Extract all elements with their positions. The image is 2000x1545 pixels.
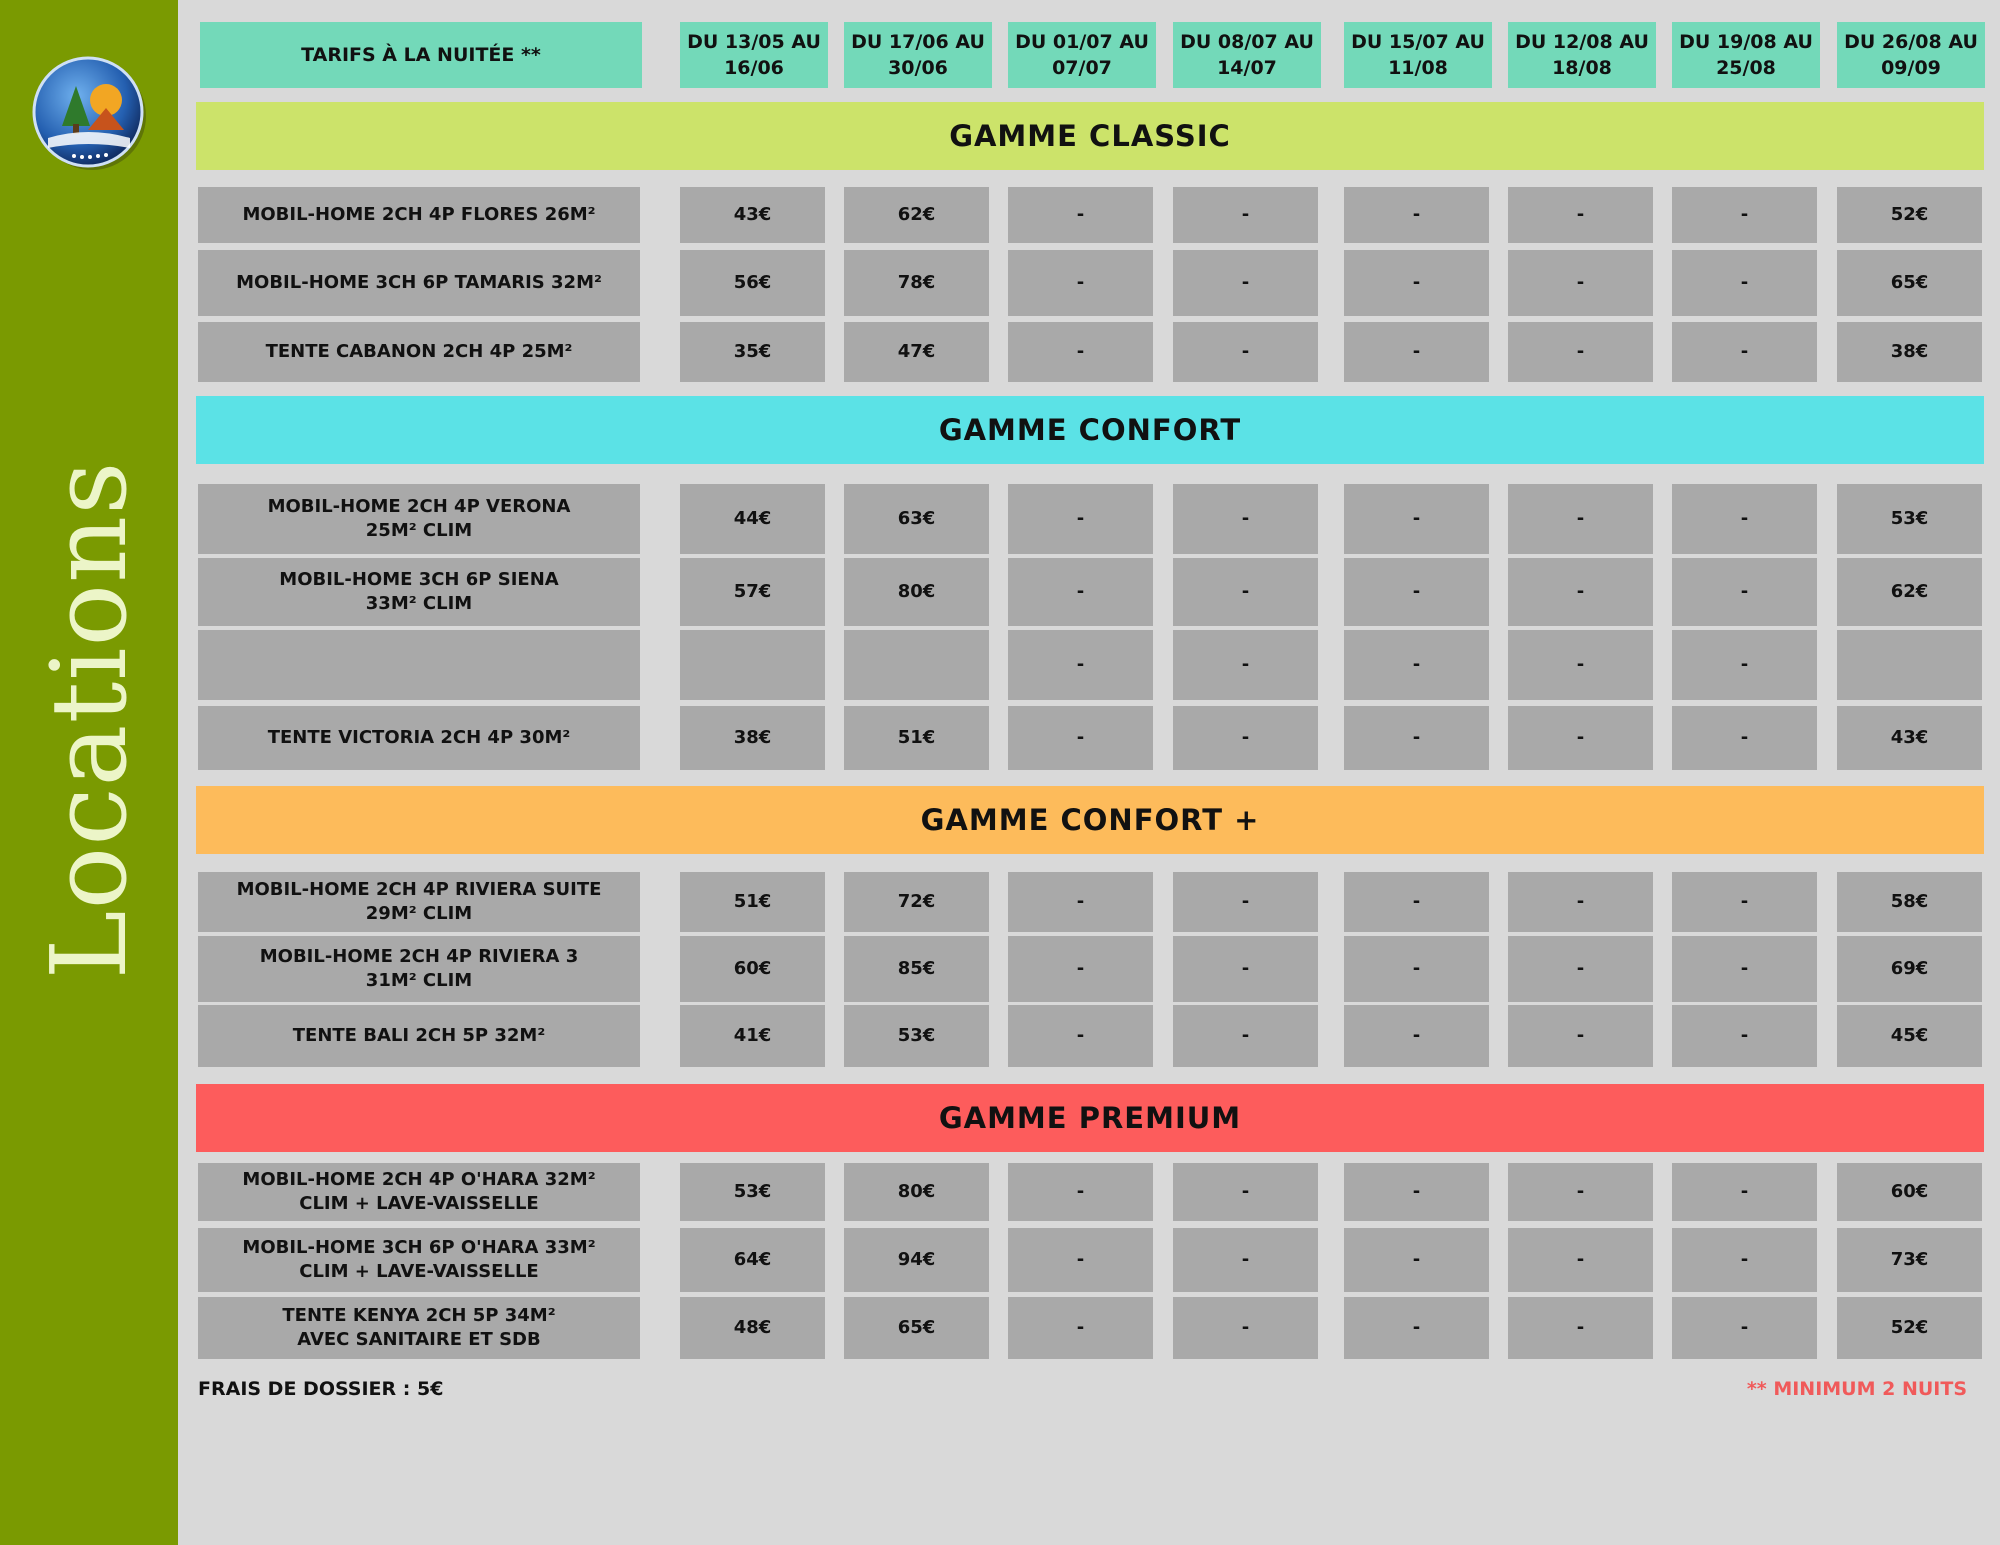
period-header: DU 08/07 AU 14/07 (1173, 22, 1321, 88)
price-cell: 60€ (680, 936, 825, 1002)
price-cell: - (1344, 1163, 1489, 1221)
price-cell: - (1344, 250, 1489, 316)
price-cell: 60€ (1837, 1163, 1982, 1221)
price-cell: - (1008, 1005, 1153, 1067)
sidebar-title: Locations (28, 460, 150, 980)
price-cell: - (1344, 1228, 1489, 1292)
price-cell: 62€ (844, 187, 989, 243)
accommodation-name: MOBIL-HOME 3CH 6P O'HARA 33M² CLIM + LAVE-VAISSELLE (198, 1228, 640, 1292)
price-cell: - (1008, 250, 1153, 316)
price-cell (844, 630, 989, 700)
price-cell: - (1173, 1228, 1318, 1292)
price-cell: - (1173, 484, 1318, 554)
price-cell: - (1173, 187, 1318, 243)
price-cell: 65€ (844, 1297, 989, 1359)
section-band: GAMME CONFORT + (196, 786, 1984, 854)
sidebar (0, 0, 178, 1545)
price-cell: 38€ (1837, 322, 1982, 382)
section-band: GAMME CONFORT (196, 396, 1984, 464)
price-cell: - (1508, 1005, 1653, 1067)
price-cell: - (1508, 1163, 1653, 1221)
price-cell: - (1672, 558, 1817, 626)
price-cell: - (1508, 872, 1653, 932)
period-header: DU 13/05 AU 16/06 (680, 22, 828, 88)
price-cell: - (1672, 187, 1817, 243)
price-cell: - (1008, 872, 1153, 932)
price-cell: - (1008, 558, 1153, 626)
price-cell: - (1008, 1228, 1153, 1292)
price-cell: - (1344, 872, 1489, 932)
price-cell: - (1344, 936, 1489, 1002)
price-cell: 35€ (680, 322, 825, 382)
price-cell: - (1672, 630, 1817, 700)
header-label: TARIFS À LA NUITÉE ** (200, 22, 642, 88)
price-cell: - (1344, 1005, 1489, 1067)
price-cell: - (1344, 322, 1489, 382)
accommodation-name: MOBIL-HOME 2CH 4P RIVIERA SUITE 29M² CLIM (198, 872, 640, 932)
period-header: DU 17/06 AU 30/06 (844, 22, 992, 88)
price-cell: - (1508, 630, 1653, 700)
fees-note: FRAIS DE DOSSIER : 5€ (198, 1378, 444, 1400)
price-cell: - (1173, 872, 1318, 932)
price-cell: - (1672, 250, 1817, 316)
price-cell: 53€ (844, 1005, 989, 1067)
price-cell: - (1173, 250, 1318, 316)
price-cell: - (1672, 484, 1817, 554)
price-cell: - (1173, 1163, 1318, 1221)
accommodation-name: TENTE KENYA 2CH 5P 34M² AVEC SANITAIRE ET SDB (198, 1297, 640, 1359)
price-cell: 47€ (844, 322, 989, 382)
price-cell: - (1508, 322, 1653, 382)
price-cell: - (1508, 484, 1653, 554)
price-cell: 51€ (680, 872, 825, 932)
price-cell: 64€ (680, 1228, 825, 1292)
price-cell: - (1508, 706, 1653, 770)
price-cell: 43€ (1837, 706, 1982, 770)
period-header: DU 01/07 AU 07/07 (1008, 22, 1156, 88)
price-cell: - (1672, 322, 1817, 382)
price-cell: 51€ (844, 706, 989, 770)
price-cell: - (1008, 187, 1153, 243)
accommodation-name: MOBIL-HOME 2CH 4P O'HARA 32M² CLIM + LAVE-VAISSELLE (198, 1163, 640, 1221)
price-cell: 45€ (1837, 1005, 1982, 1067)
price-cell: 80€ (844, 558, 989, 626)
price-cell: - (1672, 936, 1817, 1002)
price-cell: - (1344, 630, 1489, 700)
price-cell: 62€ (1837, 558, 1982, 626)
price-cell: - (1672, 1005, 1817, 1067)
price-cell: 48€ (680, 1297, 825, 1359)
price-cell: 63€ (844, 484, 989, 554)
price-cell: - (1008, 936, 1153, 1002)
price-cell: 80€ (844, 1163, 989, 1221)
price-cell: 56€ (680, 250, 825, 316)
price-cell: - (1672, 1163, 1817, 1221)
accommodation-name: TENTE BALI 2CH 5P 32M² (198, 1005, 640, 1067)
accommodation-name: MOBIL-HOME 2CH 4P VERONA 25M² CLIM (198, 484, 640, 554)
price-cell: 41€ (680, 1005, 825, 1067)
price-cell: - (1508, 1297, 1653, 1359)
minimum-nights-note: ** MINIMUM 2 NUITS (1746, 1378, 1967, 1400)
accommodation-name: MOBIL-HOME 3CH 6P SIENA 33M² CLIM (198, 558, 640, 626)
price-cell: - (1672, 1297, 1817, 1359)
price-cell: - (1508, 187, 1653, 243)
price-cell: - (1008, 484, 1153, 554)
price-cell: - (1508, 558, 1653, 626)
campsite-logo-icon (32, 56, 146, 170)
accommodation-name (198, 630, 640, 700)
price-cell: - (1344, 484, 1489, 554)
price-cell: 72€ (844, 872, 989, 932)
section-band: GAMME CLASSIC (196, 102, 1984, 170)
price-cell: 78€ (844, 250, 989, 316)
price-cell: 52€ (1837, 1297, 1982, 1359)
period-header: DU 19/08 AU 25/08 (1672, 22, 1820, 88)
price-cell: - (1008, 706, 1153, 770)
price-cell: 58€ (1837, 872, 1982, 932)
price-cell: 53€ (1837, 484, 1982, 554)
price-cell: - (1173, 322, 1318, 382)
price-cell: - (1672, 872, 1817, 932)
price-cell: - (1672, 1228, 1817, 1292)
price-cell: - (1173, 1005, 1318, 1067)
price-cell (1837, 630, 1982, 700)
price-cell: 57€ (680, 558, 825, 626)
price-cell (680, 630, 825, 700)
price-cell: - (1173, 558, 1318, 626)
price-cell: 44€ (680, 484, 825, 554)
accommodation-name: MOBIL-HOME 2CH 4P FLORES 26M² (198, 187, 640, 243)
period-header: DU 15/07 AU 11/08 (1344, 22, 1492, 88)
price-cell: 85€ (844, 936, 989, 1002)
price-cell: - (1672, 706, 1817, 770)
price-cell: - (1344, 706, 1489, 770)
price-cell: - (1344, 1297, 1489, 1359)
price-cell: - (1173, 706, 1318, 770)
price-cell: 65€ (1837, 250, 1982, 316)
section-band: GAMME PREMIUM (196, 1084, 1984, 1152)
price-cell: - (1173, 936, 1318, 1002)
price-cell: - (1008, 1163, 1153, 1221)
accommodation-name: MOBIL-HOME 2CH 4P RIVIERA 3 31M² CLIM (198, 936, 640, 1002)
price-cell: 73€ (1837, 1228, 1982, 1292)
price-cell: - (1508, 250, 1653, 316)
period-header: DU 12/08 AU 18/08 (1508, 22, 1656, 88)
price-cell: - (1008, 322, 1153, 382)
period-header: DU 26/08 AU 09/09 (1837, 22, 1985, 88)
price-cell: 52€ (1837, 187, 1982, 243)
accommodation-name: MOBIL-HOME 3CH 6P TAMARIS 32M² (198, 250, 640, 316)
price-cell: - (1508, 1228, 1653, 1292)
price-cell: - (1008, 630, 1153, 700)
price-cell: 43€ (680, 187, 825, 243)
price-cell: 69€ (1837, 936, 1982, 1002)
price-cell: - (1008, 1297, 1153, 1359)
accommodation-name: TENTE VICTORIA 2CH 4P 30M² (198, 706, 640, 770)
price-cell: - (1344, 187, 1489, 243)
price-cell: - (1508, 936, 1653, 1002)
price-cell: 94€ (844, 1228, 989, 1292)
price-cell: - (1173, 1297, 1318, 1359)
price-cell: 38€ (680, 706, 825, 770)
price-cell: - (1173, 630, 1318, 700)
accommodation-name: TENTE CABANON 2CH 4P 25M² (198, 322, 640, 382)
price-cell: - (1344, 558, 1489, 626)
price-cell: 53€ (680, 1163, 825, 1221)
